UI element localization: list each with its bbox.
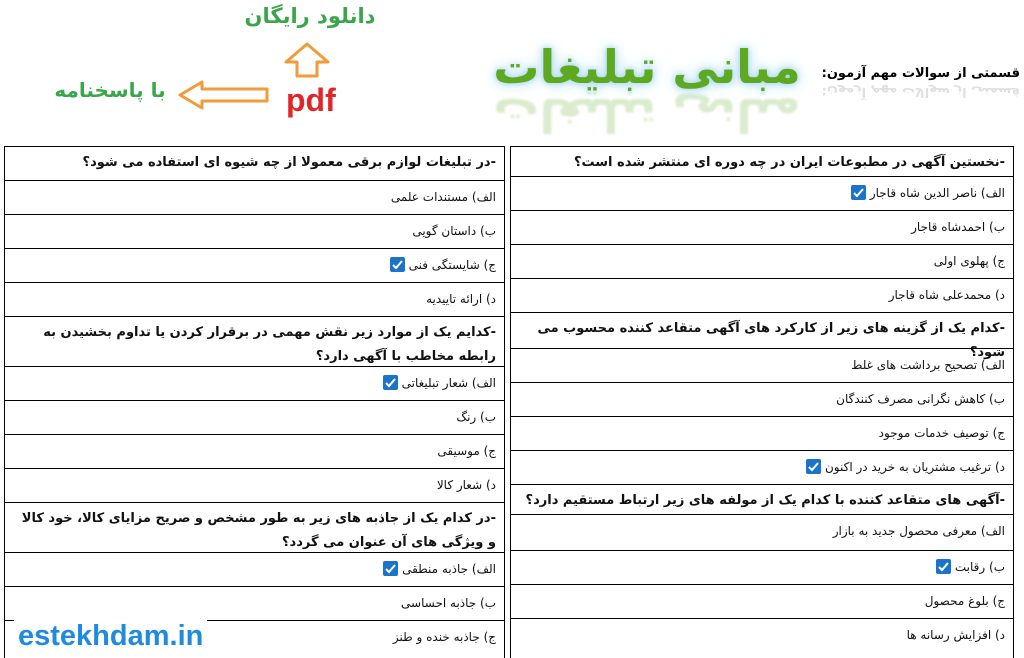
option-row	[5, 248, 504, 282]
left-question-table	[4, 146, 505, 658]
option-text: ج) شایستگی فنی	[408, 258, 496, 272]
option-row	[5, 434, 504, 468]
option-text: د) ارائه تاییدیه	[426, 292, 496, 306]
option-row	[5, 552, 504, 586]
check-icon	[806, 459, 821, 474]
option-text: ج) موسیقی	[437, 444, 496, 458]
option-text: الف) ناصر الدین شاه قاجار	[869, 186, 1005, 200]
site-watermark: estekhdam.in	[14, 620, 207, 653]
option-text: ب) جاذبه احساسی	[401, 596, 496, 610]
page-title: مبانی تبلیغات	[493, 40, 801, 94]
option-text: د) محمدعلی شاه قاجار	[888, 288, 1005, 302]
option-row	[511, 514, 1013, 550]
option-text: د) ترغیب مشتریان به خرید در اکنون	[824, 460, 1005, 474]
check-icon	[936, 559, 951, 574]
option-row	[5, 586, 504, 620]
option-row	[511, 584, 1013, 618]
subtitle-reflection: قسمتی از سوالات مهم آزمون:	[821, 84, 1020, 99]
option-text: د) شعار کالا	[436, 478, 496, 492]
question-heading: -کدایم یک از موارد زیر نقش مهمی در برقرار کردن یا تداوم بخشیدن به رابطه مخاطب با آگهی دارد؟	[5, 316, 504, 366]
option-text: الف) جاذبه منطقی	[402, 562, 496, 576]
option-text: ب) کاهش نگرانی مصرف کنندگان	[836, 392, 1005, 406]
option-row	[511, 176, 1013, 210]
question-heading: -در کدام یک از جاذبه های زیر به طور مشخص و صریح مزایای کالا، خود کالا و ویژگی های آن عنوان می گردد؟	[5, 502, 504, 552]
check-icon	[851, 185, 866, 200]
option-text: ج) پهلوی اولی	[933, 254, 1005, 268]
check-icon	[390, 257, 405, 272]
option-row	[511, 382, 1013, 416]
option-row	[511, 618, 1013, 658]
option-text: ب) رنگ	[456, 410, 496, 424]
option-row	[5, 366, 504, 400]
subtitle: قسمتی از سوالات مهم آزمون:	[821, 66, 1020, 81]
left-arrow-icon	[178, 80, 270, 114]
with-answers-label: با پاسخنامه	[54, 78, 166, 102]
question-heading: -کدام یک از گزینه های زیر از کارکرد های آگهی متقاعد کننده محسوب می شود؟	[511, 312, 1013, 348]
option-text: ب) رقابت	[954, 560, 1005, 574]
option-text: الف) معرفی محصول جدید به بازار	[832, 524, 1005, 538]
title-reflection: مبانی تبلیغات	[493, 88, 801, 142]
option-text: ج) توصیف خدمات موجود	[878, 426, 1005, 440]
option-text: الف) شعار تبلیغاتی	[401, 376, 496, 390]
option-row	[5, 180, 504, 214]
option-text: ب) داستان گویی	[412, 224, 496, 238]
option-text: ب) احمدشاه قاجار	[911, 220, 1005, 234]
option-row	[511, 550, 1013, 584]
option-row	[511, 450, 1013, 484]
option-row	[511, 348, 1013, 382]
option-row	[511, 244, 1013, 278]
option-row	[511, 278, 1013, 312]
question-heading: -در تبلیغات لوازم برقی معمولا از چه شیوه ای استفاده می شود؟	[5, 146, 504, 180]
check-icon	[383, 375, 398, 390]
option-text: الف) مستندات علمی	[390, 190, 496, 204]
option-text: الف) تصحیح برداشت های غلط	[851, 358, 1005, 372]
option-row	[511, 416, 1013, 450]
up-arrow-icon	[284, 42, 330, 82]
option-row	[5, 214, 504, 248]
question-heading: -آگهی های متقاعد کننده با کدام یک از مولفه های زیر ارتباط مستقیم دارد؟	[511, 484, 1013, 514]
option-text: د) افزایش رسانه ها	[906, 628, 1005, 642]
question-heading: -نخستین آگهی در مطبوعات ایران در چه دوره ای منتشر شده است؟	[511, 146, 1013, 176]
pdf-label: pdf	[286, 82, 336, 118]
option-row	[511, 210, 1013, 244]
option-text: ج) بلوغ محصول	[924, 594, 1005, 608]
check-icon	[383, 561, 398, 576]
option-row	[5, 282, 504, 316]
option-row	[5, 468, 504, 502]
option-text: ج) جاذبه خنده و طنز	[392, 630, 496, 644]
download-free-label: دانلود رایگان	[244, 4, 376, 28]
right-question-table	[510, 146, 1014, 658]
option-row	[5, 400, 504, 434]
